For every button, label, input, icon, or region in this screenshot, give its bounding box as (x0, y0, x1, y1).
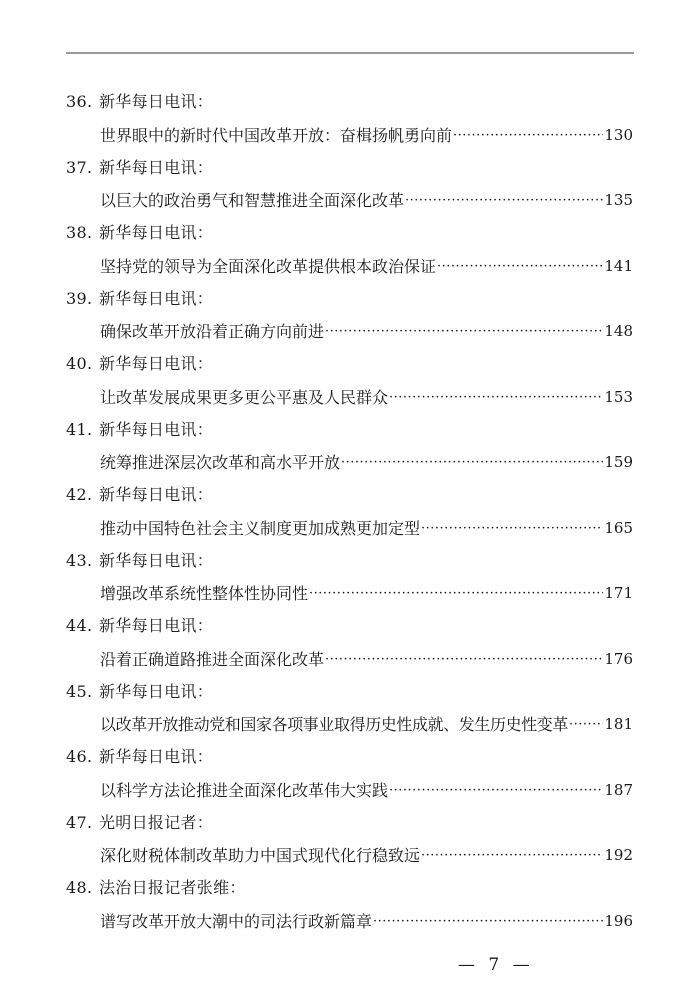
entry-title-line[interactable] (100, 446, 633, 479)
dot-leader (421, 839, 603, 872)
table-of-contents (0, 86, 700, 938)
entry-page-number: 171 (604, 584, 633, 602)
dot-leader (325, 643, 603, 676)
entry-page-number: 165 (604, 518, 633, 537)
entry-title: 以科学方法论推进全面深化改革伟大实践 (100, 780, 389, 800)
entry-source: 新华每日电讯： (99, 747, 214, 766)
entry-source-line (0, 152, 700, 185)
entry-page-number: 187 (604, 780, 633, 799)
entry-title: 世界眼中的新时代中国改革开放：奋楫扬帆勇向前 (100, 125, 453, 145)
dot-leader (421, 512, 603, 545)
entry-source-line (0, 283, 700, 316)
header-rule (66, 52, 634, 54)
entry-source-line (0, 86, 700, 119)
page-footer-number: — 7 — (458, 955, 534, 975)
entry-number: 48. (66, 878, 93, 897)
entry-number: 44. (66, 616, 93, 635)
toc-entry-37 (0, 152, 700, 218)
entry-page-number: 135 (604, 191, 633, 209)
dot-leader (437, 250, 603, 283)
entry-number: 42. (66, 485, 93, 504)
entry-source-line (0, 807, 700, 840)
entry-number: 37. (66, 157, 93, 177)
entry-source-line (0, 348, 700, 381)
entry-title-line[interactable] (100, 905, 633, 938)
entry-source-line (0, 676, 700, 709)
dot-leader (389, 381, 603, 414)
entry-title: 以巨大的政治勇气和智慧推进全面深化改革 (100, 191, 405, 210)
entry-number: 39. (66, 288, 93, 308)
entry-page-number: 153 (604, 387, 633, 406)
toc-entry-44 (0, 610, 700, 676)
toc-entry-48 (0, 872, 700, 938)
entry-number: 40. (66, 354, 93, 373)
dot-leader (405, 184, 603, 217)
toc-entry-42 (0, 479, 700, 545)
entry-title-line[interactable] (100, 119, 633, 152)
toc-entry-45 (0, 676, 700, 742)
dot-leader (453, 119, 603, 152)
entry-source: 光明日报记者： (99, 812, 214, 832)
entry-source-line (0, 479, 700, 512)
toc-entry-39 (0, 283, 700, 349)
entry-page-number: 141 (604, 256, 633, 275)
entry-number: 46. (66, 747, 93, 766)
entry-source: 新华每日电讯： (99, 354, 214, 373)
entry-title-line[interactable] (100, 512, 633, 545)
dot-leader (341, 446, 603, 479)
dot-leader (325, 315, 603, 348)
dot-leader (389, 774, 603, 807)
entry-page-number: 181 (604, 715, 633, 733)
entry-title: 坚持党的领导为全面深化改革提供根本政治保证 (100, 256, 437, 276)
entry-title: 谱写改革开放大潮中的司法行政新篇章 (100, 911, 373, 931)
entry-source: 新华每日电讯： (99, 223, 214, 242)
entry-title: 确保改革开放沿着正确方向前进 (100, 322, 325, 341)
entry-source-line (0, 217, 700, 250)
entry-number: 41. (66, 419, 93, 439)
entry-number: 45. (66, 681, 93, 701)
entry-source: 新华每日电讯： (99, 485, 214, 504)
entry-source-line (0, 741, 700, 774)
entry-title-line[interactable] (100, 708, 633, 741)
entry-page-number: 159 (604, 453, 633, 471)
entry-source: 新华每日电讯： (99, 681, 214, 701)
entry-page-number: 176 (604, 649, 633, 668)
toc-entry-46 (0, 741, 700, 807)
entry-source: 法治日报记者张维： (99, 878, 246, 897)
entry-title-line[interactable] (100, 839, 633, 872)
entry-title-line[interactable] (100, 184, 633, 217)
entry-source: 新华每日电讯： (99, 616, 214, 635)
entry-source: 新华每日电讯： (99, 550, 214, 570)
entry-title-line[interactable] (100, 381, 633, 414)
entry-number: 43. (66, 550, 93, 570)
dot-leader (569, 708, 603, 741)
entry-source-line (0, 872, 700, 905)
entry-title: 增强改革系统性整体性协同性 (100, 584, 309, 603)
toc-entry-41 (0, 414, 700, 480)
entry-title-line[interactable] (100, 643, 633, 676)
entry-source-line (0, 545, 700, 578)
toc-entry-47 (0, 807, 700, 873)
entry-page-number: 196 (604, 911, 633, 930)
entry-title-line[interactable] (100, 577, 633, 610)
entry-title: 推动中国特色社会主义制度更加成熟更加定型 (100, 518, 421, 538)
entry-page-number: 130 (604, 125, 633, 144)
entry-title-line[interactable] (100, 315, 633, 348)
entry-title: 让改革发展成果更多更公平惠及人民群众 (100, 387, 389, 407)
toc-entry-36 (0, 86, 700, 152)
entry-page-number: 192 (604, 846, 633, 864)
entry-page-number: 148 (604, 322, 633, 340)
entry-number: 47. (66, 812, 93, 832)
entry-source: 新华每日电讯： (99, 157, 214, 177)
toc-entry-40 (0, 348, 700, 414)
entry-number: 38. (66, 223, 93, 242)
entry-title: 深化财税体制改革助力中国式现代化行稳致远 (100, 846, 421, 865)
entry-source-line (0, 610, 700, 643)
entry-title: 统筹推进深层次改革和高水平开放 (100, 453, 341, 472)
dot-leader (373, 905, 603, 938)
toc-entry-43 (0, 545, 700, 611)
dot-leader (309, 577, 603, 610)
entry-title: 以改革开放推动党和国家各项事业取得历史性成就、发生历史性变革 (100, 715, 569, 734)
entry-number: 36. (66, 92, 93, 111)
toc-entry-38 (0, 217, 700, 283)
entry-source: 新华每日电讯： (99, 92, 214, 111)
entry-source: 新华每日电讯： (99, 419, 214, 439)
entry-title-line[interactable] (100, 774, 633, 807)
entry-title: 沿着正确道路推进全面深化改革 (100, 649, 325, 669)
entry-source: 新华每日电讯： (99, 288, 214, 308)
entry-title-line[interactable] (100, 250, 633, 283)
entry-source-line (0, 414, 700, 447)
